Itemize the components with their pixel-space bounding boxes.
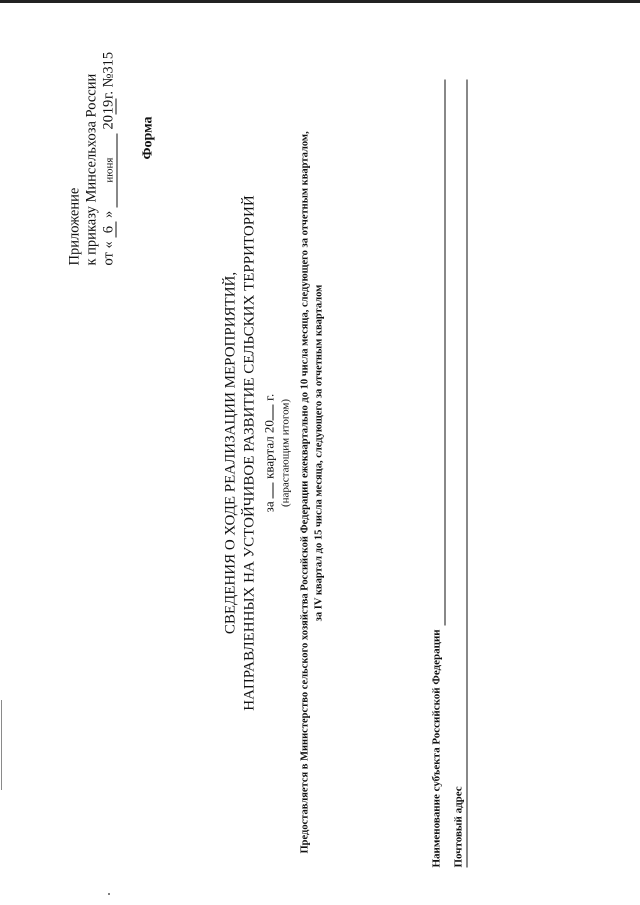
period-quarter: квартал 20: [261, 419, 276, 479]
form-label: Форма: [140, 115, 155, 159]
date-year-prefix: 20: [100, 114, 116, 129]
subject-name-field-line[interactable]: [444, 79, 445, 625]
instructions-line-2: за IV квартал до 15 числа месяца, следующего за отчетным кварталом: [313, 284, 324, 621]
postal-address-label: Почтовый адрес: [452, 785, 464, 867]
period-quarter-blank: [272, 482, 273, 498]
appendix-line-2: к приказу Минсельхоза России: [83, 73, 99, 265]
date-year-suffix: 19: [100, 99, 116, 114]
period-year-blank: [272, 404, 273, 420]
date-day: 6: [101, 221, 116, 237]
appendix-line-1: Приложение: [66, 187, 82, 265]
appendix-date-line: [100, 51, 117, 265]
instructions-line-1: Предоставляется в Министерство сельского хозяйства Российской Федерации ежеквартально до 10 числа месяца, следующего за отчетным кварталом,: [299, 130, 310, 853]
date-prefix: от «: [100, 240, 116, 265]
subject-name-continuation-line[interactable]: [466, 79, 467, 867]
period-note: (нарастающим итогом): [279, 398, 291, 507]
document-title-line-2: НАПРАВЛЕННЫХ НА УСТОЙЧИВОЕ РАЗВИТИЕ СЕЛЬСКИХ ТЕРРИТОРИЙ: [241, 194, 257, 711]
period-prefix: за: [261, 500, 276, 512]
subject-name-label: Наименование субъекта Российской Федерации: [430, 628, 442, 867]
date-mid: »: [100, 210, 116, 218]
date-year-unit: г. №: [100, 73, 116, 99]
period-suffix: г.: [261, 393, 276, 401]
period-line: [261, 0, 277, 905]
order-number: 315: [100, 51, 116, 74]
document-title-line-1: СВЕДЕНИЯ О ХОДЕ РЕАЛИЗАЦИИ МЕРОПРИЯТИЙ,: [222, 271, 238, 634]
date-month: июня: [102, 133, 117, 207]
